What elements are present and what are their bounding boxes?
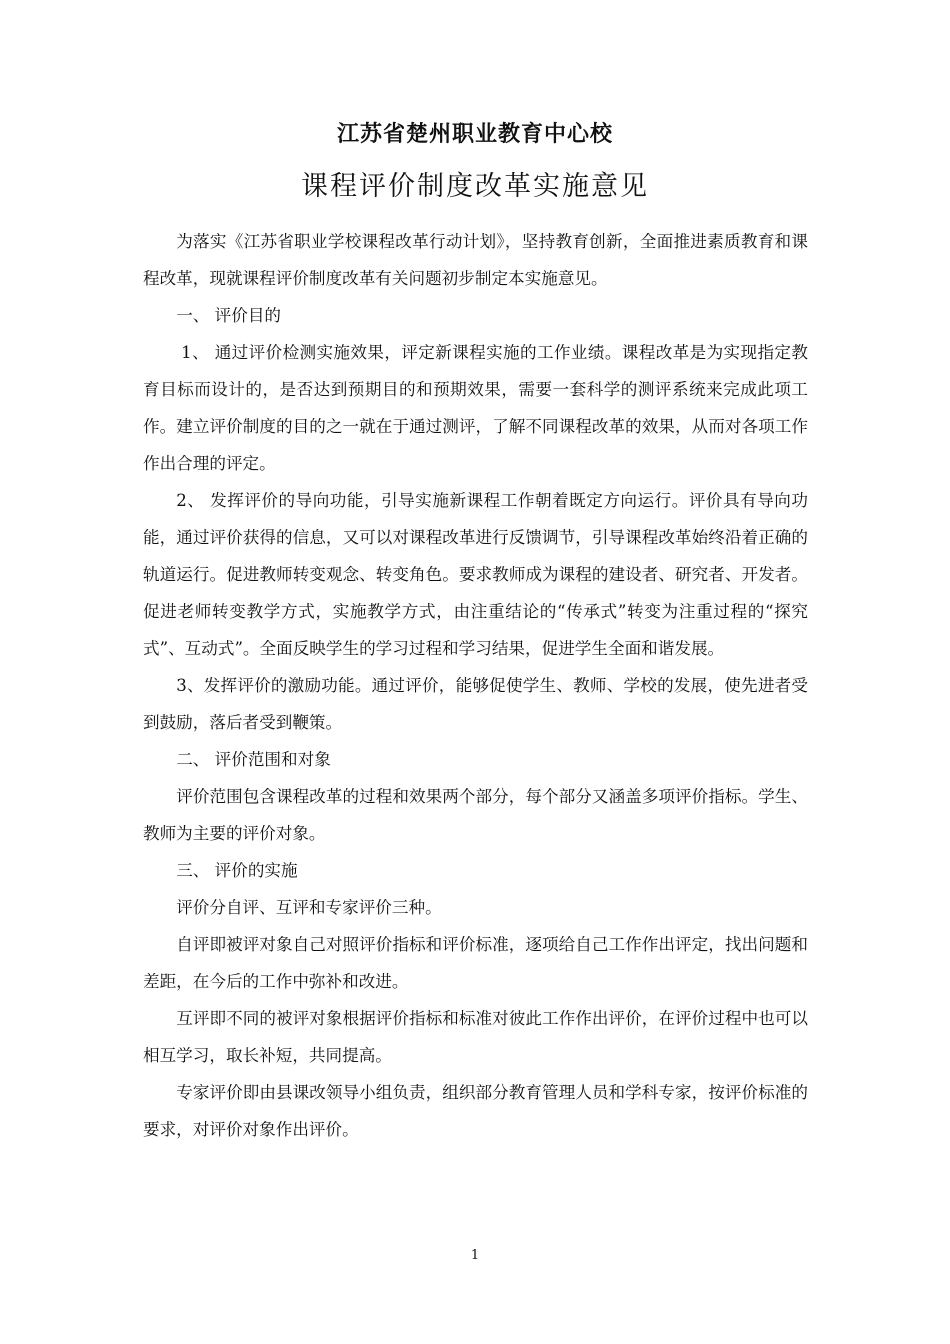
purpose-item-2: 2、 发挥评价的导向功能，引导实施新课程工作朝着既定方向运行。评价具有导向功能，通过评价获得的信息，又可以对课程改革进行反馈调节，引导课程改革始终沿着正确的轨道运行。促进教师转变观念、转变角色。要求教师成为课程的建设者、研究者、开发者。促进老师转变教学方式，实施教学方式，由注重结论的“传承式”转变为注重过程的“探究式”、互动式”。全面反映学生的学习过程和学习结果，促进学生全面和谐发展。 bbox=[143, 491, 808, 658]
section-heading-implementation: 三、 评价的实施 bbox=[176, 861, 298, 880]
purpose-item-3: 3、发挥评价的激励功能。通过评价，能够促使学生、教师、学校的发展，使先进者受到鼓励，落后者受到鞭策。 bbox=[143, 676, 808, 732]
purpose-item-1: 1、 通过评价检测实施效果，评定新课程实施的工作业绩。课程改革是为实现指定教育目标而设计的，是否达到预期目的和预期效果，需要一套科学的测评系统来完成此项工作。建立评价制度的目的之一就在于通过测评，了解不同课程改革的效果，从而对各项工作作出合理的评定。 bbox=[143, 343, 808, 473]
document-body bbox=[143, 223, 808, 1148]
school-name-heading: 江苏省楚州职业教育中心校 bbox=[336, 122, 613, 147]
self-evaluation-paragraph: 自评即被评对象自己对照评价指标和评价标准，逐项给自己工作作出评定，找出问题和差距，在今后的工作中弥补和改进。 bbox=[143, 935, 808, 991]
scope-paragraph: 评价范围包含课程改革的过程和效果两个部分，每个部分又涵盖多项评价指标。学生、教师为主要的评价对象。 bbox=[143, 787, 808, 843]
page-number: 1 bbox=[470, 1248, 480, 1263]
implementation-types-paragraph: 评价分自评、互评和专家评价三种。 bbox=[176, 898, 442, 917]
section-heading-scope: 二、 评价范围和对象 bbox=[176, 750, 331, 769]
expert-evaluation-paragraph: 专家评价即由县课改领导小组负责，组织部分教育管理人员和学科专家，按评价标准的要求，对评价对象作出评价。 bbox=[143, 1083, 808, 1139]
document-title: 课程评价制度改革实施意见 bbox=[301, 171, 649, 202]
section-heading-purpose: 一、 评价目的 bbox=[176, 306, 282, 325]
intro-paragraph: 为落实《江苏省职业学校课程改革行动计划》，坚持教育创新，全面推进素质教育和课程改革，现就课程评价制度改革有关问题初步制定本实施意见。 bbox=[143, 232, 808, 288]
peer-evaluation-paragraph: 互评即不同的被评对象根据评价指标和标准对彼此工作作出评价，在评价过程中也可以相互学习，取长补短，共同提高。 bbox=[143, 1009, 808, 1065]
